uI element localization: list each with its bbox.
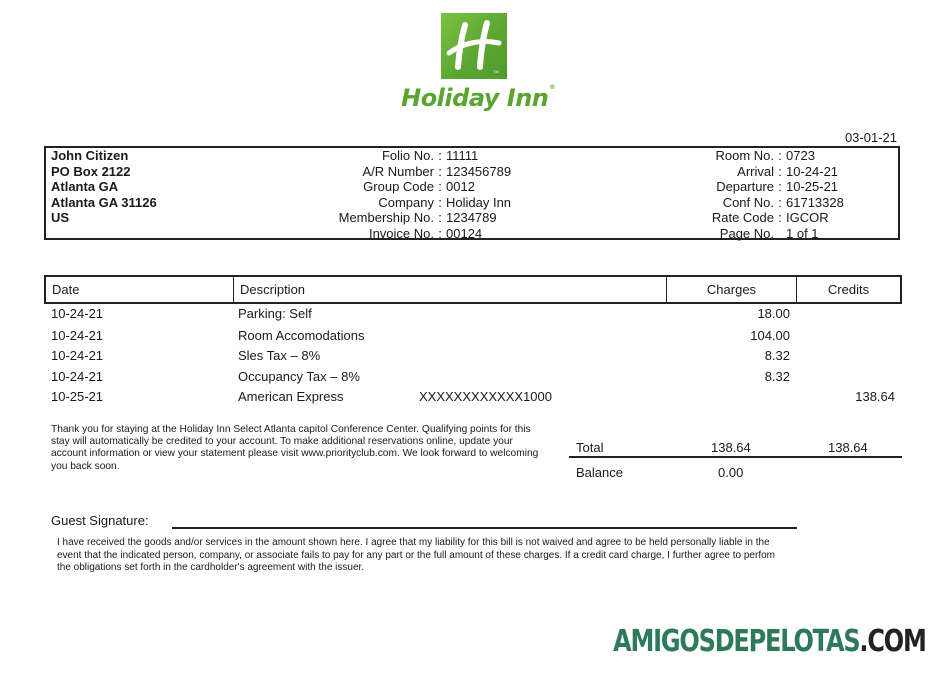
field-label: Room No.: [715, 148, 774, 163]
company-row: [300, 195, 511, 211]
table-row: [44, 346, 902, 366]
field-label: Conf No.: [722, 194, 774, 210]
legal-agreement-text: I have received the goods and/or services in the amount shown here. I agree that my liability for this bill is not waived and agree to be held personally liable in the event that the indicated person, company, or associate fails to pay for any part or the full amount of these charges. If a credit card charge, I further agree to perfom the obligations set forth in the cardholder's agreement with the issuer.: [57, 537, 775, 573]
cell-reference: XXXXXXXXXXXX1000: [419, 389, 552, 404]
guest-name: John Citizen: [51, 148, 129, 163]
guest-address-block: [51, 148, 157, 226]
field-value: 10-24-21: [786, 163, 839, 179]
field-sep: :: [778, 179, 782, 195]
holiday-inn-h-icon: [441, 13, 507, 79]
cell-date: 10-24-21: [51, 369, 104, 384]
totals-divider: [569, 456, 902, 458]
field-label: Group Code: [363, 179, 434, 195]
guest-signature-label: Guest Signature:: [51, 513, 149, 528]
field-value: 61713328: [786, 194, 844, 210]
cell-date: 10-24-21: [51, 348, 104, 363]
header-description: Description: [234, 277, 667, 302]
field-label: Company: [378, 194, 434, 210]
watermark-main: AMIGOSDEPELOTAS: [613, 624, 860, 659]
field-value: IGCOR: [786, 210, 829, 226]
total-credits: 138.64: [828, 440, 868, 455]
cell-charges: 8.32: [764, 369, 790, 384]
cell-charges: 104.00: [750, 328, 790, 343]
cell-description: American Express: [238, 389, 344, 404]
field-label: Rate Code: [711, 210, 774, 226]
field-sep: :: [438, 148, 442, 163]
field-label: Invoice No.: [368, 225, 434, 241]
field-sep: :: [438, 194, 442, 210]
folio-number-row: [300, 148, 511, 164]
field-value: 1234789: [446, 210, 497, 226]
print-date: 03-01-21: [844, 130, 897, 145]
cell-date: 10-24-21: [51, 328, 104, 343]
address-line: PO Box 2122: [51, 163, 131, 179]
address-line: Atlanta GA 31126: [51, 194, 157, 210]
holiday-inn-logo-icon: [441, 13, 507, 79]
table-row: [44, 387, 902, 407]
charges-table-header: [44, 275, 902, 304]
field-sep: :: [438, 163, 442, 179]
watermark: [613, 624, 926, 659]
invoice-number-row: [300, 226, 511, 242]
arrival-row: [660, 164, 844, 180]
cell-credits: 138.64: [855, 389, 895, 404]
cell-description: Parking: Self: [238, 306, 312, 321]
field-label: Page No.: [719, 225, 774, 241]
total-charges: 138.64: [711, 440, 751, 455]
membership-number-row: [300, 210, 511, 226]
field-sep: :: [438, 210, 442, 226]
address-line: US: [51, 210, 70, 226]
thank-you-note: Thank you for staying at the Holiday Inn Select Atlanta capitol Conference Center. Qualifying points for this stay will automatically be credited to your account. To make additional reservations online, update your account information or view your statement please visit www.priorityclub.com. We look forward to welcoming you back soon.: [51, 424, 539, 472]
rate-code-row: [660, 210, 844, 226]
total-label: Total: [576, 440, 604, 455]
brand-name-text: Holiday Inn: [401, 84, 549, 112]
header-charges: Charges: [667, 277, 797, 302]
cell-charges: 8.32: [764, 348, 790, 363]
field-sep: :: [778, 148, 782, 163]
departure-row: [660, 179, 844, 195]
field-sep: :: [778, 194, 782, 210]
ar-number-row: [300, 164, 511, 180]
field-sep: [774, 226, 786, 242]
header-date: Date: [46, 277, 234, 302]
field-label: Membership No.: [338, 210, 434, 226]
address-line: Atlanta GA: [51, 179, 119, 195]
field-value: 11111: [446, 148, 479, 163]
field-value: 00124: [446, 225, 483, 241]
balance-value: 0.00: [718, 465, 744, 480]
svg-text:TM: TM: [493, 69, 499, 74]
field-value: 10-25-21: [786, 179, 839, 195]
watermark-tld: .COM: [859, 624, 926, 659]
table-row: [44, 304, 902, 324]
room-number-row: [660, 148, 844, 164]
field-value: 1 of 1: [786, 225, 819, 241]
field-sep: :: [438, 225, 442, 241]
group-code-row: [300, 179, 511, 195]
field-value: Holiday Inn: [446, 194, 512, 210]
balance-label: Balance: [576, 465, 623, 480]
signature-line: [172, 527, 797, 529]
field-label: Departure: [716, 179, 774, 195]
cell-description: Room Accomodations: [238, 328, 365, 343]
conf-number-row: [660, 195, 844, 211]
field-sep: :: [778, 210, 782, 226]
field-label: A/R Number: [362, 163, 434, 179]
field-sep: :: [778, 163, 782, 179]
field-sep: :: [438, 179, 442, 195]
field-label: Folio No.: [381, 148, 434, 163]
brand-name: Holiday Inn®: [401, 84, 555, 112]
table-row: [44, 326, 902, 346]
stay-info: [660, 148, 844, 242]
cell-description: Sles Tax – 8%: [238, 348, 321, 363]
page-number-row: [660, 226, 844, 242]
cell-description: Occupancy Tax – 8%: [238, 369, 360, 384]
field-value: 0723: [786, 148, 815, 163]
field-label: Arrival: [737, 163, 774, 179]
field-value: 123456789: [446, 163, 512, 179]
cell-date: 10-25-21: [51, 389, 104, 404]
table-row: [44, 367, 902, 387]
header-credits: Credits: [827, 282, 870, 297]
folio-info: [300, 148, 511, 242]
cell-charges: 18.00: [757, 306, 790, 321]
cell-date: 10-24-21: [51, 306, 104, 321]
field-value: 0012: [446, 179, 475, 195]
